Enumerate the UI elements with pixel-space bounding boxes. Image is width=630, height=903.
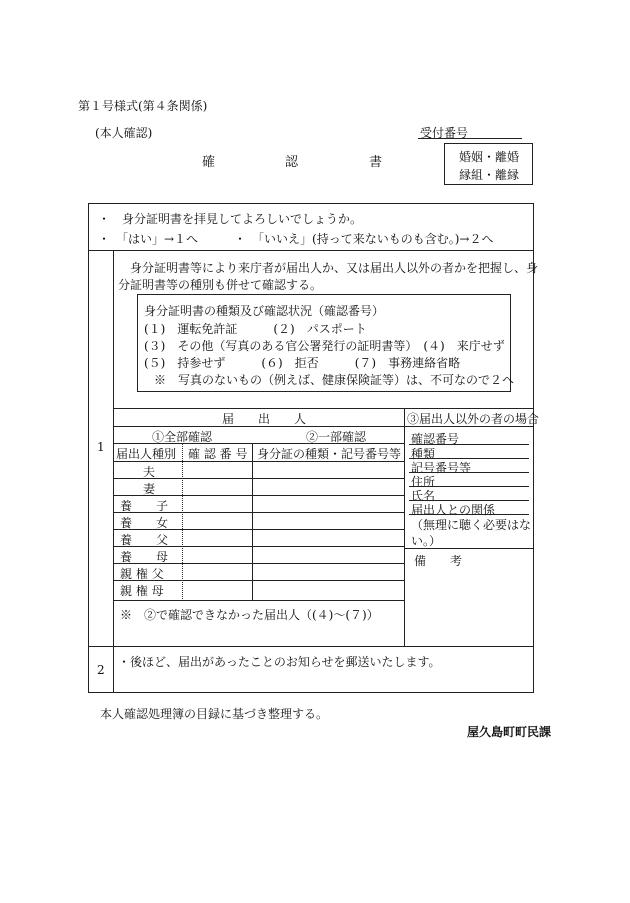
other-relation: 届出人との関係: [411, 503, 496, 517]
id-box-line1: (１) 運転免許証 (２) パスポート: [144, 322, 367, 336]
partial-confirm-label: ②一部確認: [306, 430, 367, 444]
other-confirm-number: 確認番号: [411, 432, 460, 446]
other-address: 住所: [411, 475, 436, 489]
self-confirm-label: (本人確認): [95, 126, 153, 140]
row-adoptive-father: 養 父: [120, 533, 169, 547]
section-2-text: ・後ほど、届出があったことのお知らせを郵送いたします。: [118, 655, 441, 669]
col-id-kind: 身分証の種類・記号番号等: [257, 447, 402, 461]
category-adoption: 縁組・離縁: [459, 168, 520, 182]
category-marriage: 婚姻・離婚: [459, 150, 520, 164]
id-box-line2: (３) その他（写真のある官公署発行の証明書等） (４) 来庁せず: [144, 339, 505, 353]
form-number: 第１号様式(第４条関係): [78, 99, 208, 113]
id-box-title: 身分証明書の種類及び確認状況（確認番号）: [144, 304, 385, 318]
title-char-2: 認: [285, 155, 299, 170]
other-note-line1: （無理に聴く必要はな: [411, 518, 532, 532]
row-adoptive-mother: 養 母: [120, 550, 169, 564]
footer-note: 本人確認処理簿の目録に基づき整理する。: [100, 707, 329, 721]
full-confirm-label: ①全部確認: [152, 430, 213, 444]
row-adopted-daughter: 養 女: [120, 516, 169, 530]
id-box-line4: ※ 写真のないもの（例えば、健康保険証等）は、不可なので２へ: [154, 373, 515, 387]
row-custodial-mother: 親 権 母: [120, 584, 164, 598]
other-symbol-number: 記号番号等: [411, 461, 472, 475]
row-adopted-son: 養 子: [120, 499, 169, 513]
remarks-label: 備 考: [414, 554, 463, 568]
other-name: 氏名: [411, 489, 436, 503]
office-name: 屋久島町町民課: [467, 725, 552, 739]
category-box: [444, 143, 533, 185]
other-person-header: ③届出人以外の者の場合: [407, 412, 540, 426]
other-note-line2: い。）: [411, 534, 442, 548]
row-custodial-father: 親 権 父: [120, 567, 164, 581]
col-notifier-type: 届出人種別: [116, 447, 177, 461]
section-2-number: 2: [97, 663, 105, 677]
title-char-3: 書: [369, 155, 383, 170]
intro-question: ・ 身分証明書を拝見してよろしいでしょうか。: [98, 212, 363, 226]
intro-answers: ・ 「はい」→１へ ・ 「いいえ」(持って来ないものも含む。)→２へ: [98, 232, 494, 246]
section-1-text-line2: 分証明書等の種別も併せて確認する。: [118, 278, 323, 292]
other-type: 種類: [411, 447, 436, 461]
section-1-number: 1: [97, 440, 105, 454]
section-1-text-line1: 身分証明書等により来庁者が届出人か、又は届出人以外の者かを把握し、身: [118, 261, 539, 275]
row-husband: 夫: [143, 465, 156, 479]
title-char-1: 確: [202, 155, 216, 170]
reception-number-label: 受付番号: [420, 126, 469, 140]
id-types-box: [137, 294, 515, 392]
notifier-header: 届 出 人: [222, 412, 307, 426]
row-wife: 妻: [143, 482, 156, 496]
col-confirm-number: 確 認 番 号: [188, 447, 248, 461]
section-1-note: ※ ②で確認できなかった届出人（(４)～(７)）: [120, 608, 379, 622]
id-box-line3: (５) 持参せず (６) 拒否 (７) 事務連絡省略: [144, 356, 461, 370]
reception-number-field: [418, 138, 522, 139]
